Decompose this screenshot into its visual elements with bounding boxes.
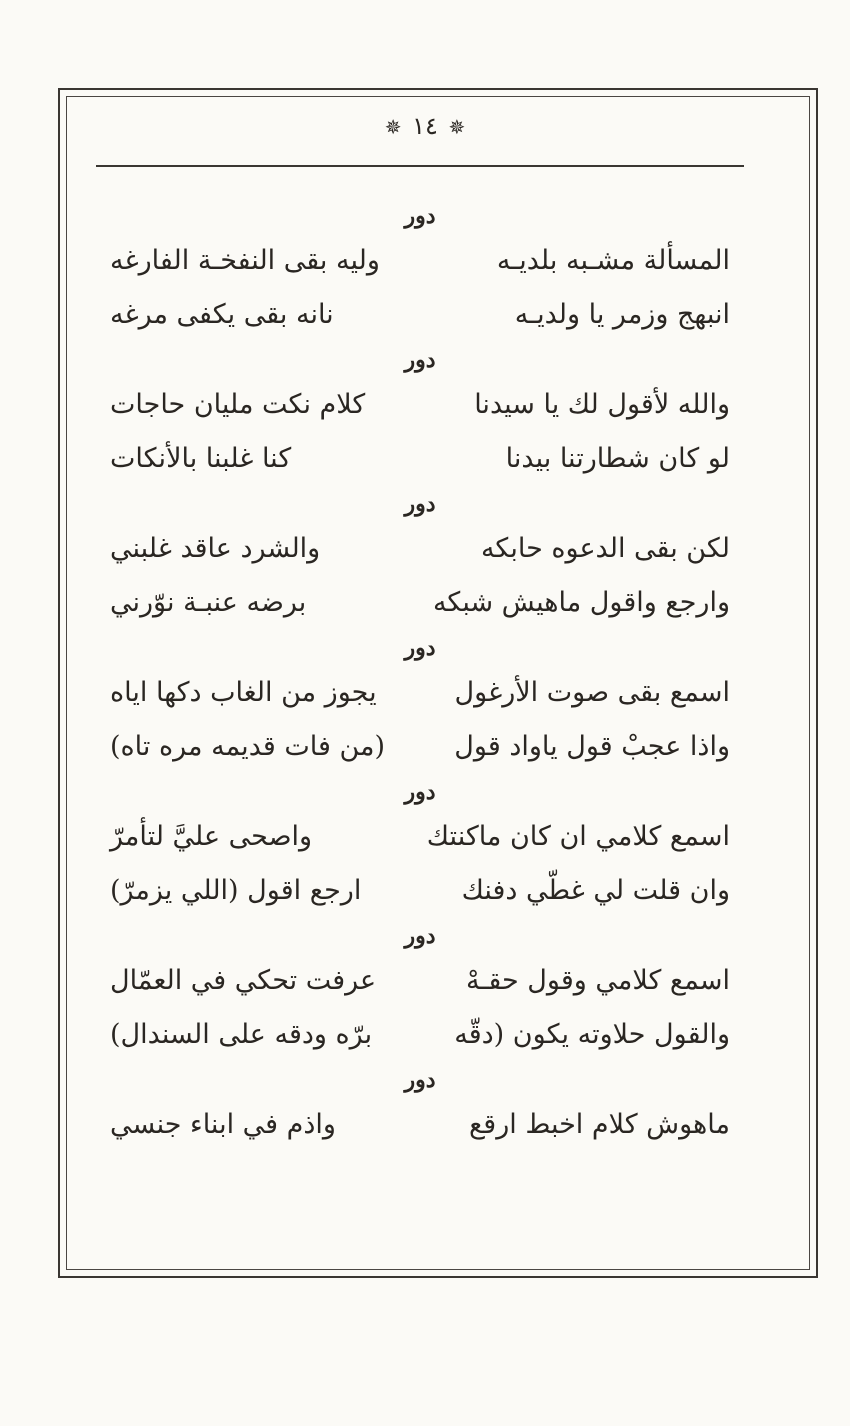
verse-hemistich-left: واذم في ابناء جنسي	[110, 1109, 336, 1140]
ornament-star-icon: ✵	[384, 115, 402, 139]
stanza-heading: دور	[404, 779, 436, 805]
stanza-heading: دور	[404, 923, 436, 949]
stanza	[110, 486, 730, 630]
verse-hemistich-right: ماهوش كلام اخبط ارقع	[468, 1109, 730, 1140]
stanza	[110, 342, 730, 486]
verse-line	[110, 720, 730, 774]
header-rule	[96, 165, 744, 167]
stanza	[110, 774, 730, 918]
verse-hemistich-right: واذا عجبْ قول ياواد قول	[454, 731, 730, 762]
stanza-heading: دور	[404, 635, 436, 661]
stanza-heading: دور	[404, 491, 436, 517]
verse-hemistich-left: وليه بقى النفخـة الفارغه	[110, 245, 380, 276]
verse-hemistich-left: واصحى عليَّ لتأمرّ	[110, 821, 313, 852]
verse-line	[110, 864, 730, 918]
verse-line	[110, 378, 730, 432]
verse-hemistich-right: والقول حلاوته يكون (دقّه	[454, 1019, 730, 1050]
verse-line	[110, 954, 730, 1008]
page-number-header	[0, 112, 850, 140]
verse-hemistich-right: اسمع كلامي وقول حقـهْ	[465, 965, 730, 996]
ornament-star-icon: ✵	[448, 115, 466, 139]
verse-hemistich-left: (من فات قديمه مره تاه)	[110, 731, 386, 762]
stanza-heading: دور	[404, 1067, 436, 1093]
stanza	[110, 198, 730, 342]
stanza	[110, 1062, 730, 1152]
verse-hemistich-right: وارجع واقول ماهيش شبكه	[432, 587, 730, 618]
verse-hemistich-left: كلام نكت مليان حاجات	[110, 389, 366, 420]
verse-hemistich-right: وان قلت لي غطّي دفنك	[461, 875, 730, 906]
verse-hemistich-left: يجوز من الغاب دكها اياه	[110, 677, 377, 708]
verse-line	[110, 1008, 730, 1062]
verse-hemistich-right: لكن بقى الدعوه حابكه	[480, 533, 730, 564]
verse-hemistich-right: المسألة مشـبه بلديـه	[496, 245, 730, 276]
verse-line	[110, 1098, 730, 1152]
verse-line	[110, 522, 730, 576]
verse-hemistich-left: عرفت تحكي في العمّال	[110, 965, 377, 996]
verse-hemistich-left: برّه ودقه على السندال)	[110, 1019, 373, 1050]
verse-hemistich-right: اسمع كلامي ان كان ماكنتك	[426, 821, 730, 852]
verse-line	[110, 432, 730, 486]
stanza	[110, 630, 730, 774]
verse-line	[110, 810, 730, 864]
verse-line	[110, 288, 730, 342]
verse-hemistich-right: لو كان شطارتنا بيدنا	[505, 443, 730, 474]
verse-hemistich-left: برضه عنبـة نوّرني	[110, 587, 307, 618]
verse-hemistich-left: والشرد عاقد غلبني	[110, 533, 321, 564]
verse-line	[110, 666, 730, 720]
verse-hemistich-left: نانه بقى يكفى مرغه	[110, 299, 334, 330]
page-number: ١٤	[412, 112, 438, 140]
verse-line	[110, 576, 730, 630]
verse-hemistich-left: كنا غلبنا بالأنكات	[110, 443, 292, 474]
verse-line	[110, 234, 730, 288]
verse-hemistich-left: ارجع اقول (اللي يزمرّ)	[110, 875, 362, 906]
stanza-heading: دور	[404, 203, 436, 229]
poem-body	[110, 198, 730, 1152]
stanza-heading: دور	[404, 347, 436, 373]
verse-hemistich-right: انبهج وزمر يا ولديـه	[514, 299, 730, 330]
stanza	[110, 918, 730, 1062]
verse-hemistich-right: اسمع بقى صوت الأرغول	[454, 677, 730, 708]
verse-hemistich-right: والله لأقول لك يا سيدنا	[474, 389, 730, 420]
